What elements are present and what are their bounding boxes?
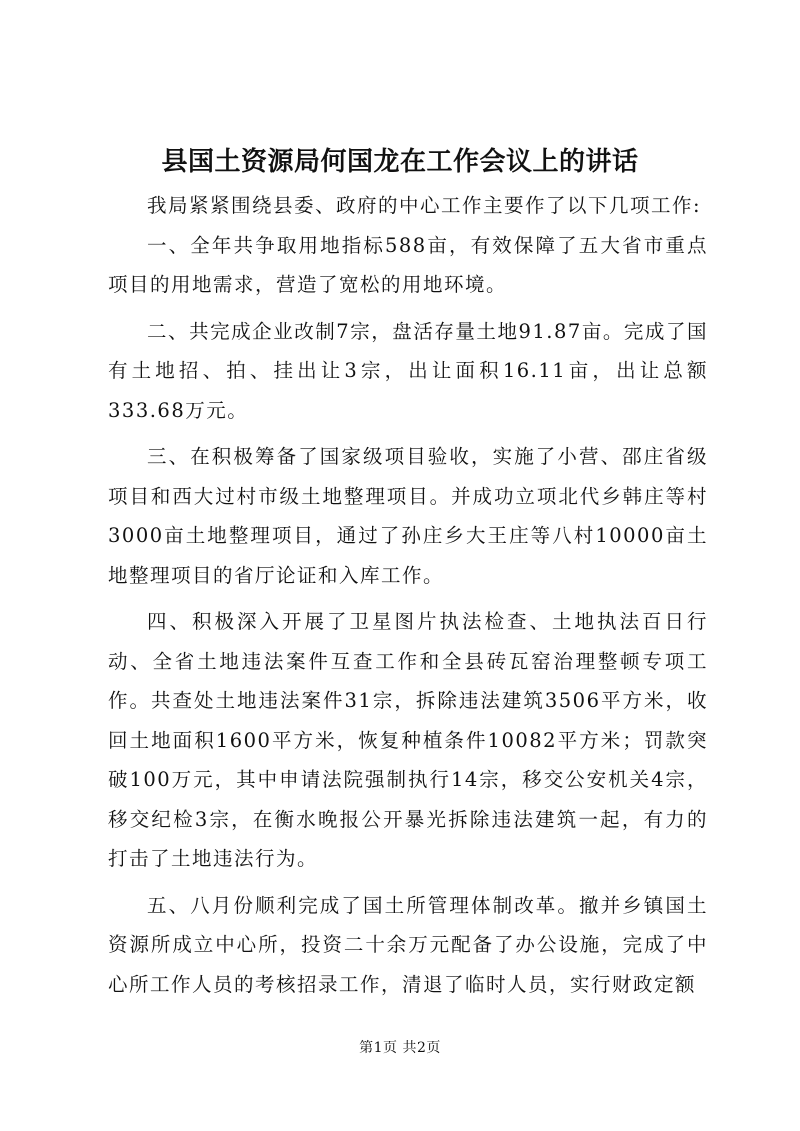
page-number-footer: 第1页 共2页 [359,1040,441,1056]
document-body [108,186,708,1004]
paragraph-intro: 我局紧紧围绕县委、政府的中心工作主要作了以下几项工作: [147,194,702,217]
paragraph-item-2: 二、共完成企业改制7宗，盘活存量土地91.87亩。完成了国有土地招、拍、挂出让3宗，出让面积16.11亩，出让总额333.68万元。 [108,319,708,422]
paragraph-item-3: 三、在积极筹备了国家级项目验收，实施了小营、邵庄省级项目和西大过村市级土地整理项目。并成功立项北代乡韩庄等村3000亩土地整理项目，通过了孙庄乡大王庄等八村10000亩土地整理项目的省厅论证和入库工作。 [108,445,708,587]
paragraph-item-4: 四、积极深入开展了卫星图片执法检查、土地执法百日行动、全省土地违法案件互查工作和全县砖瓦窑治理整顿专项工作。共查处土地违法案件31宗，拆除违法建筑3506平方米，收回土地面积1600平方米，恢复种植条件10082平方米；罚款突破100万元，其中申请法院强制执行14宗，移交公安机关4宗，移交纪检3宗，在衡水晚报公开暴光拆除违法建筑一起，有力的打击了土地违法行为。 [108,610,708,870]
paragraph-item-5: 五、八月份顺利完成了国土所管理体制改革。撤并乡镇国土资源所成立中心所，投资二十余万元配备了办公设施，完成了中心所工作人员的考核招录工作，清退了临时人员，实行财政定额 [108,893,708,996]
paragraph-item-1: 一、全年共争取用地指标588亩，有效保障了五大省市重点项目的用地需求，营造了宽松的用地环境。 [108,233,708,296]
document-title: 县国土资源局何国龙在工作会议上的讲话 [161,147,639,177]
